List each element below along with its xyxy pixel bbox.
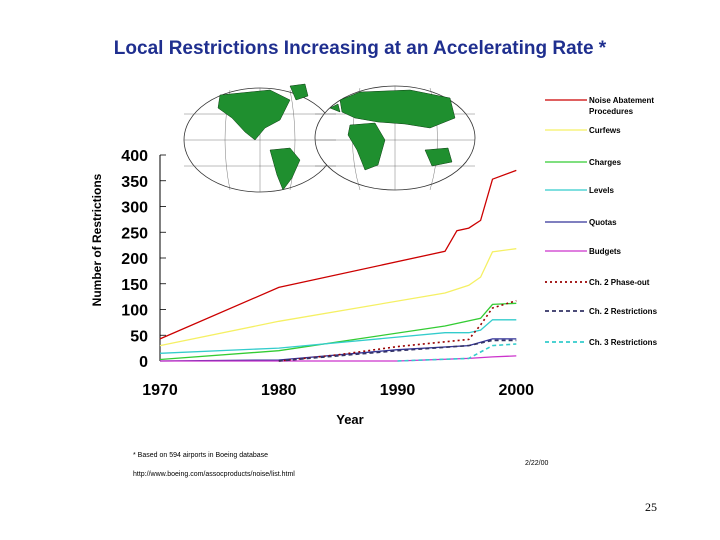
y-tick-label: 300 (121, 199, 148, 217)
slide-date: 2/22/00 (525, 460, 549, 467)
x-tick-label: 1990 (379, 382, 416, 399)
y-tick-label: 100 (121, 302, 148, 320)
legend-label-0: Procedures (589, 107, 634, 116)
y-tick-label: 350 (121, 173, 148, 191)
x-axis-label: Year (336, 412, 364, 427)
x-tick-label: 2000 (498, 382, 535, 399)
y-tick-label: 150 (121, 276, 148, 294)
source-url: http://www.boeing.com/assocproducts/noise/list.html (133, 471, 295, 478)
legend-label-8: Ch. 3 Restrictions (589, 338, 658, 347)
world-map-icon (184, 84, 475, 192)
y-tick-label: 200 (121, 251, 148, 268)
legend-label-6: Ch. 2 Phase-out (589, 278, 650, 287)
legend-label-4: Quotas (589, 218, 617, 227)
x-tick-label: 1970 (142, 382, 178, 399)
series-line-0 (160, 170, 516, 339)
series-line-3 (160, 320, 516, 354)
slide-title: Local Restrictions Increasing at an Accelerating Rate * (113, 38, 607, 59)
footnote: * Based on 594 airports in Boeing database (133, 452, 269, 459)
y-tick-label: 250 (121, 225, 148, 243)
y-tick-label: 0 (139, 354, 148, 371)
legend-label-0: Noise Abatement (589, 96, 655, 105)
legend-label-2: Charges (589, 158, 622, 167)
page-number: 25 (645, 500, 657, 514)
y-tick-label: 50 (130, 328, 148, 346)
series-line-1 (160, 249, 516, 346)
legend-label-7: Ch. 2 Restrictions (589, 307, 658, 316)
legend-label-3: Levels (589, 186, 614, 195)
y-tick-label: 400 (121, 148, 148, 165)
y-axis-label: Number of Restrictions (90, 173, 104, 307)
legend-label-1: Curfews (589, 126, 621, 135)
x-tick-label: 1980 (260, 382, 297, 399)
legend-label-5: Budgets (589, 247, 621, 256)
